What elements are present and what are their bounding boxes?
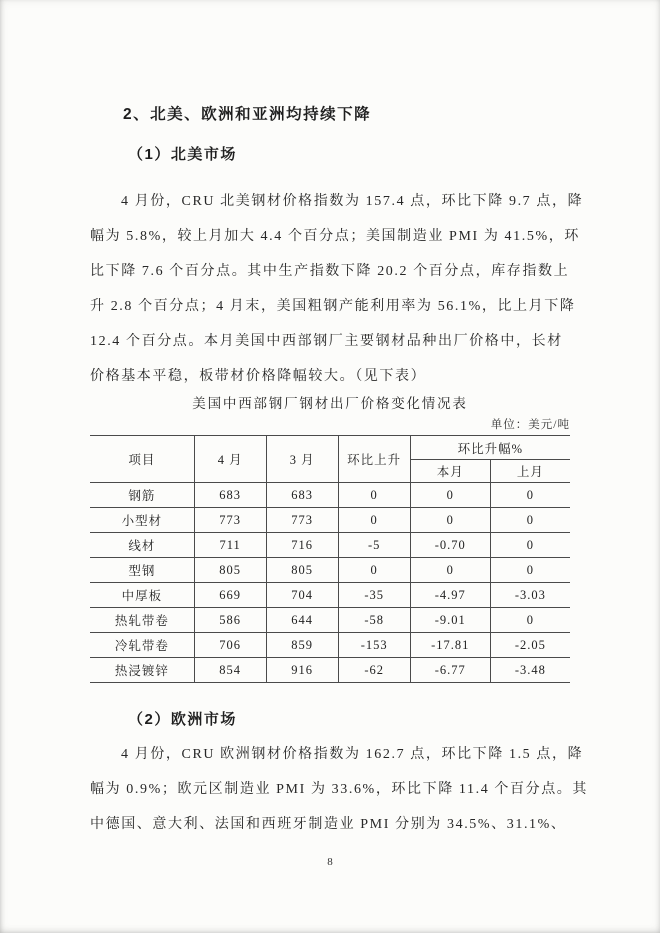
row-label: 型钢 xyxy=(90,558,194,583)
price-table xyxy=(90,435,570,683)
section-heading: 2、北美、欧洲和亚洲均持续下降 xyxy=(123,106,372,123)
paragraph-line: 升 2.8 个百分点；4 月末，美国粗钢产能利用率为 56.1%，比上月下降 xyxy=(90,299,576,314)
table-unit-label: 单位：美元/吨 xyxy=(490,419,570,431)
table-row xyxy=(90,633,570,658)
row-label: 中厚板 xyxy=(90,583,194,608)
cell-value: 0 xyxy=(410,508,490,533)
cell-value: 773 xyxy=(266,508,338,533)
col-header-this-month: 本月 xyxy=(410,460,490,483)
cell-value: 916 xyxy=(266,658,338,683)
table-title: 美国中西部钢厂钢材出厂价格变化情况表 xyxy=(192,396,468,411)
paragraph-line: 幅为 5.8%，较上月加大 4.4 个百分点；美国制造业 PMI 为 41.5%，环 xyxy=(90,229,580,244)
cell-value: 0 xyxy=(490,508,570,533)
paragraph-line: 中德国、意大利、法国和西班牙制造业 PMI 分别为 34.5%、31.1%、 xyxy=(90,817,567,832)
cell-value: 805 xyxy=(194,558,266,583)
cell-value: 644 xyxy=(266,608,338,633)
cell-value: -5 xyxy=(338,533,410,558)
subsection-heading-north-america: （1）北美市场 xyxy=(128,146,237,163)
table-row xyxy=(90,608,570,633)
col-header-march: 3 月 xyxy=(266,436,338,483)
cell-value: 706 xyxy=(194,633,266,658)
table-row xyxy=(90,508,570,533)
cell-value: 0 xyxy=(410,558,490,583)
row-label: 线材 xyxy=(90,533,194,558)
cell-value: 704 xyxy=(266,583,338,608)
row-label: 小型材 xyxy=(90,508,194,533)
paragraph-line: 价格基本平稳，板带材价格降幅较大。（见下表） xyxy=(90,369,427,384)
paragraph-north-america xyxy=(90,184,584,394)
paragraph-line: 4 月份，CRU 欧洲钢材价格指数为 162.7 点，环比下降 1.5 点，降 xyxy=(121,747,584,762)
price-table-head xyxy=(90,436,570,483)
row-label: 热浸镀锌 xyxy=(90,658,194,683)
paragraph-line: 12.4 个百分点。本月美国中西部钢厂主要钢材品种出厂价格中，长材 xyxy=(90,334,563,349)
table-row xyxy=(90,483,570,508)
paragraph-line: 幅为 0.9%；欧元区制造业 PMI 为 33.6%，环比下降 11.4 个百分点。其 xyxy=(90,782,588,797)
table-row xyxy=(90,658,570,683)
cell-value: 716 xyxy=(266,533,338,558)
cell-value: 0 xyxy=(338,483,410,508)
cell-value: -3.03 xyxy=(490,583,570,608)
cell-value: 669 xyxy=(194,583,266,608)
col-header-mom-pct-group: 环比升幅% xyxy=(410,436,570,460)
col-header-last-month: 上月 xyxy=(490,460,570,483)
cell-value: 0 xyxy=(490,533,570,558)
table-row xyxy=(90,558,570,583)
row-label: 热轧带卷 xyxy=(90,608,194,633)
page-number: 8 xyxy=(327,856,333,868)
cell-value: 0 xyxy=(410,483,490,508)
cell-value: 805 xyxy=(266,558,338,583)
cell-value: -17.81 xyxy=(410,633,490,658)
row-label: 钢筋 xyxy=(90,483,194,508)
cell-value: -35 xyxy=(338,583,410,608)
cell-value: 586 xyxy=(194,608,266,633)
cell-value: 854 xyxy=(194,658,266,683)
subsection-heading-europe: （2）欧洲市场 xyxy=(128,711,237,728)
cell-value: 683 xyxy=(194,483,266,508)
cell-value: -3.48 xyxy=(490,658,570,683)
col-header-april: 4 月 xyxy=(194,436,266,483)
col-header-item: 项目 xyxy=(90,436,194,483)
cell-value: -62 xyxy=(338,658,410,683)
cell-value: 711 xyxy=(194,533,266,558)
paragraph-line: 4 月份，CRU 北美钢材价格指数为 157.4 点，环比下降 9.7 点，降 xyxy=(121,194,584,209)
cell-value: 0 xyxy=(490,483,570,508)
cell-value: 773 xyxy=(194,508,266,533)
cell-value: 0 xyxy=(338,558,410,583)
cell-value: 0 xyxy=(338,508,410,533)
cell-value: -58 xyxy=(338,608,410,633)
cell-value: 683 xyxy=(266,483,338,508)
cell-value: 0 xyxy=(490,558,570,583)
cell-value: -4.97 xyxy=(410,583,490,608)
cell-value: -6.77 xyxy=(410,658,490,683)
cell-value: -0.70 xyxy=(410,533,490,558)
cell-value: -9.01 xyxy=(410,608,490,633)
paragraph-europe xyxy=(90,737,588,842)
cell-value: -2.05 xyxy=(490,633,570,658)
cell-value: -153 xyxy=(338,633,410,658)
row-label: 冷轧带卷 xyxy=(90,633,194,658)
table-row xyxy=(90,583,570,608)
paragraph-line: 比下降 7.6 个百分点。其中生产指数下降 20.2 个百分点，库存指数上 xyxy=(90,264,570,279)
table-row xyxy=(90,533,570,558)
price-table-body xyxy=(90,483,570,683)
cell-value: 0 xyxy=(490,608,570,633)
col-header-mom-change: 环比上升 xyxy=(338,436,410,483)
cell-value: 859 xyxy=(266,633,338,658)
